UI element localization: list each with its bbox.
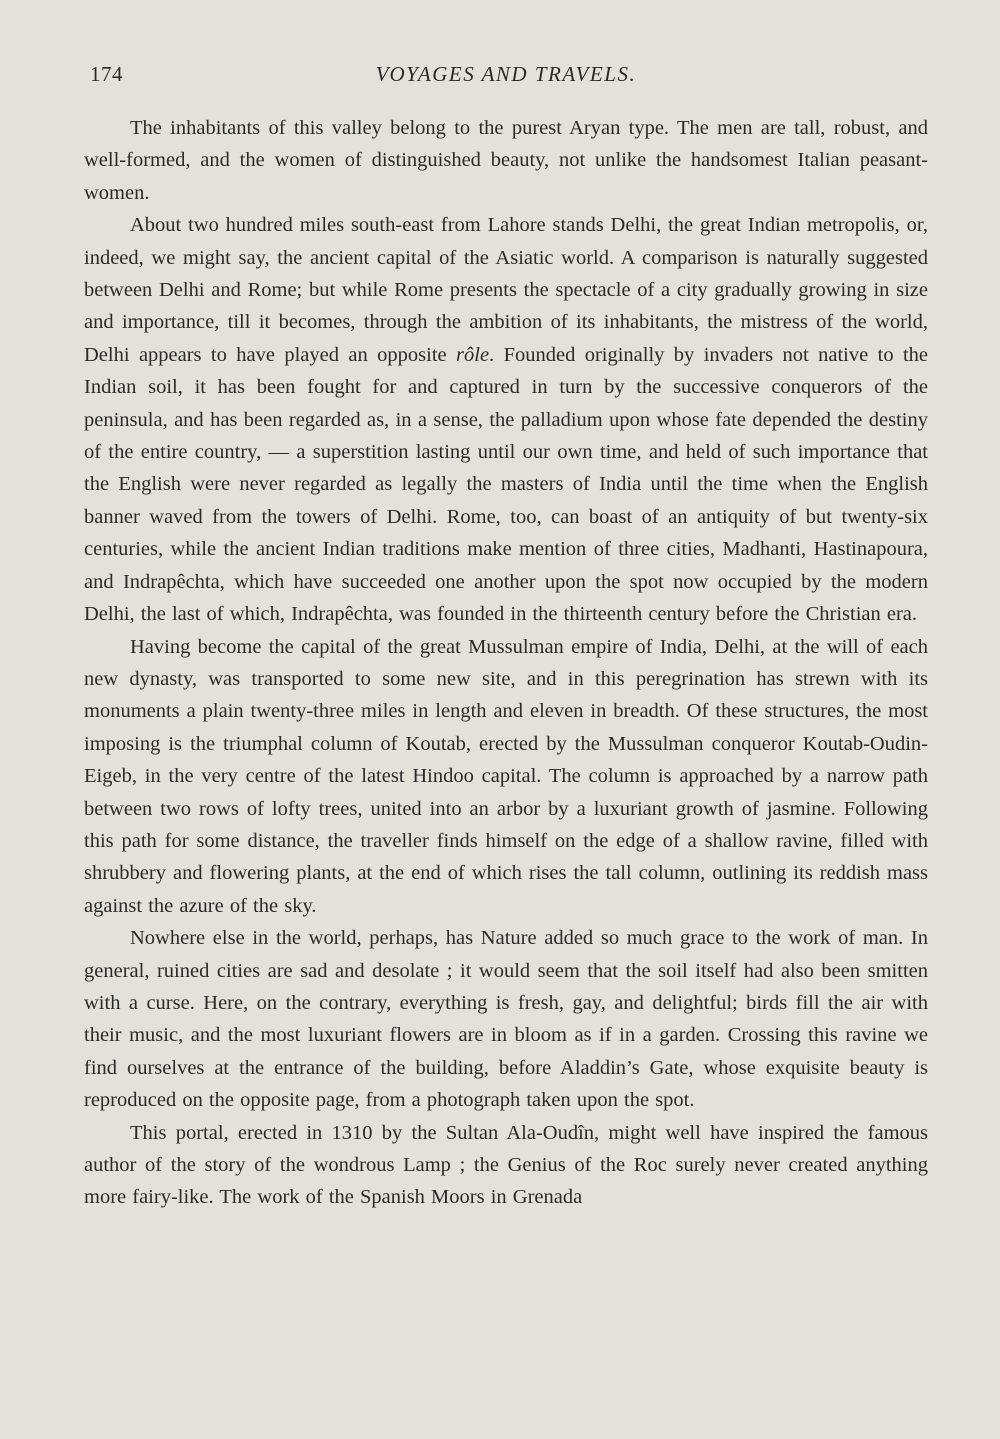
paragraph-text: . Founded originally by invaders not native to the Indian soil, it has been fought for and captured in turn by the successive conquerors of the peninsula, and has been regarded as, in a sense, the palladium upon whose fate depended the destiny of the entire country, — a superstition lasting until our own time, and held of such importance that the English were never regarded as legally the masters of India until the time when the English banner waved from the towers of Delhi. Rome, too, can boast of an antiquity of but twenty-six centuries, while the ancient Indian traditions make mention of three cities, Madhanti, Hastinapoura, and Indrapêchta, which have succeeded one another upon the spot now occupied by the modern Delhi, the last of which, Indrapêchta, was founded in the thirteenth century before the Christian era.: [84, 343, 929, 626]
paragraph-1: [84, 112, 928, 209]
body-text: [84, 112, 928, 1214]
running-head: [84, 62, 928, 92]
paragraph-4: [84, 922, 928, 1116]
running-title: VOYAGES AND TRAVELS.: [375, 62, 637, 86]
paragraph-3: [84, 631, 928, 923]
paragraph-text: This portal, erected in 1310 by the Sultan Ala-Oudîn, might well have inspired the famous author of the story of the wondrous Lamp ; the Genius of the Roc surely never created anything more fairy-like. The work of the Spanish Moors in Grenada: [84, 1121, 928, 1209]
paragraph-text: Having become the capital of the great Mussulman empire of India, Delhi, at the will of each new dynasty, was transported to some new site, and in this peregrination has strewn with its monuments a plain twenty-three miles in length and eleven in breadth. Of these structures, the most imposing is the triumphal column of Koutab, erected by the Mussulman conqueror Koutab-Oudin-Eigeb, in the very centre of the latest Hindoo capital. The column is approached by a narrow path between two rows of lofty trees, united into an arbor by a luxuriant growth of jasmine. Following this path for some distance, the traveller finds himself on the edge of a shallow ravine, filled with shrubbery and flowering plants, at the end of which rises the tall column, outlining its reddish mass against the azure of the sky.: [84, 635, 928, 917]
page-number: 174: [90, 62, 123, 86]
paragraph-text: The inhabitants of this valley belong to the purest Aryan type. The men are tall, robust, and well-formed, and the women of distinguished beauty, not unlike the handsomest Italian peasant-women.: [84, 117, 928, 204]
paragraph-text: Nowhere else in the world, perhaps, has Nature added so much grace to the work of man. In general, ruined cities are sad and desolate ; it would seem that the soil itself had also been smitten with a curse. Here, on the contrary, everything is fresh, gay, and delightful; birds fill the air with their music, and the most luxuriant flowers are in bloom as if in a garden. Crossing this ravine we find ourselves at the entrance of the building, before Aladdin’s Gate, whose exquisite beauty is reproduced on the opposite page, from a photograph taken upon the spot.: [84, 927, 928, 1112]
paragraph-text: About two hundred miles south-east from Lahore stands Delhi, the great Indian metropolis, or, indeed, we might say, the ancient capital of the Asiatic world. A comparison is naturally suggested between Delhi and Rome; but while Rome presents the spectacle of a city gradually growing in size and importance, till it becomes, through the ambition of its inhabitants, the mistress of the world, Delhi appears to have played an opposite: [84, 214, 928, 366]
paragraph-2: [84, 209, 928, 630]
paragraph-5: [84, 1117, 928, 1214]
italic-word: rôle: [456, 343, 490, 366]
